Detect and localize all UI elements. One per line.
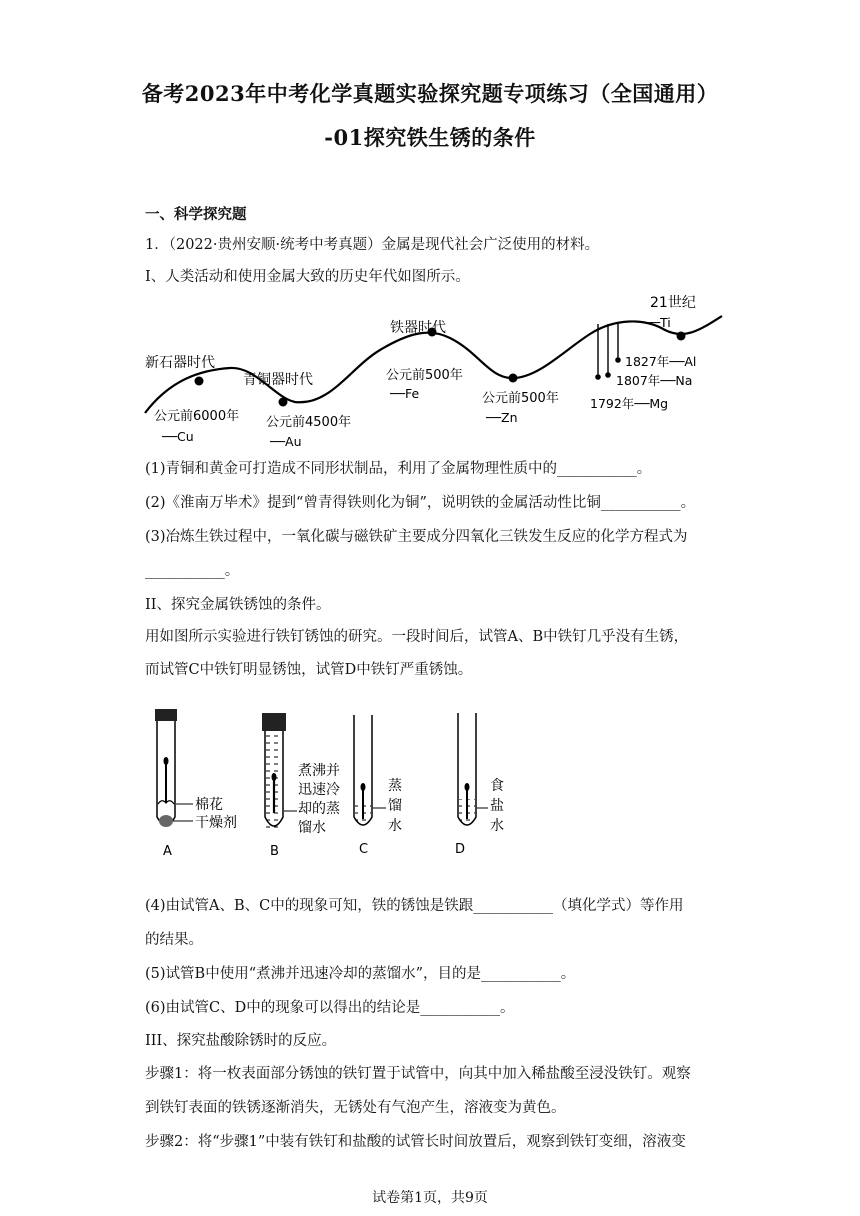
- tube-a: [155, 709, 237, 859]
- label-fe-year: 公元前500年: [386, 368, 463, 383]
- tube-b: [262, 713, 340, 859]
- step-1-line-2: 到铁钉表面的铁锈逐渐消失，无锈处有气泡产生，溶液变为黄色。: [145, 1100, 566, 1116]
- question-6: (6)由试管C、D中的现象可以得出的结论是___________。: [145, 1000, 515, 1016]
- label-21st-century: 21世纪: [650, 295, 696, 311]
- label-zn: ──Zn: [486, 410, 518, 425]
- label-tube-c: C: [359, 842, 369, 857]
- label-tube-d: D: [455, 842, 466, 857]
- test-tubes-figure: [145, 705, 525, 865]
- label-iron: 铁器时代: [390, 320, 446, 336]
- question-3-line-2: ___________。: [145, 563, 240, 579]
- part-2-text-1: 用如图所示实验进行铁钉锈蚀的研究。一段时间后，试管A、B中铁钉几乎没有生锈，: [145, 629, 689, 645]
- label-au: ──Au: [270, 434, 302, 449]
- metal-history-timeline: [140, 288, 725, 450]
- step-2-line-1: 步骤2：将“步骤1”中装有铁钉和盐酸的试管长时间放置后，观察到铁钉变细，溶液变: [145, 1134, 686, 1150]
- part-2-text-2: 而试管C中铁钉明显锈蚀，试管D中铁钉严重锈蚀。: [145, 662, 473, 678]
- label-d-3: 水: [490, 818, 504, 834]
- tube-d: [455, 713, 504, 857]
- part-3-heading: III、探究盐酸除锈时的反应。: [145, 1033, 337, 1049]
- label-al: 1827年──Al: [625, 354, 697, 369]
- question-2: (2)《淮南万毕术》提到“曾青得铁则化为铜”，说明铁的金属活动性比铜___________。: [145, 495, 696, 511]
- label-na: 1807年──Na: [616, 373, 693, 388]
- title-line-1: 备考2023年中考化学真题实验探究题专项练习（全国通用）: [141, 81, 719, 106]
- tube-c: [354, 715, 402, 857]
- label-ti: ──Ti: [645, 315, 671, 330]
- point-bronze: [279, 398, 288, 407]
- label-c-2: 馏: [388, 798, 402, 814]
- question-3-line-1: (3)冶炼生铁过程中，一氧化碳与磁铁矿主要成分四氧化三铁发生反应的化学方程式为: [145, 529, 688, 545]
- label-d-1: 食: [490, 778, 504, 794]
- label-bronze: 青铜器时代: [243, 372, 313, 388]
- point-zn: [509, 374, 518, 383]
- question-4-line-2: 的结果。: [145, 932, 203, 948]
- label-c-3: 水: [388, 818, 402, 834]
- label-neolithic: 新石器时代: [145, 355, 215, 371]
- label-cu: ──Cu: [162, 429, 194, 444]
- point-ti: [677, 332, 686, 341]
- question-1: (1)青铜和黄金可打造成不同形状制品，利用了金属物理性质中的___________。: [145, 461, 652, 477]
- question-4-line-1: (4)由试管A、B、C中的现象可知，铁的锈蚀是铁跟___________（填化学式）等作用: [145, 898, 684, 914]
- step-1-line-1: 步骤1：将一枚表面部分锈蚀的铁钉置于试管中，向其中加入稀盐酸至浸没铁钉。观察: [145, 1066, 691, 1082]
- label-mg: 1792年──Mg: [590, 396, 669, 411]
- label-b-3: 却的蒸: [298, 801, 340, 817]
- label-zn-year: 公元前500年: [482, 391, 559, 406]
- section-heading: 一、科学探究题: [145, 206, 247, 223]
- label-b-4: 馏水: [298, 820, 326, 836]
- label-d-2: 盐: [490, 798, 504, 814]
- label-c-1: 蒸: [388, 778, 402, 794]
- label-fe: ──Fe: [390, 386, 420, 401]
- title-line-2: -01探究铁生锈的条件: [324, 125, 536, 150]
- label-cu-year: 公元前6000年: [154, 409, 240, 424]
- label-b-1: 煮沸并: [298, 763, 340, 779]
- label-cotton: 棉花: [195, 797, 223, 813]
- question-intro: 1．（2022·贵州安顺·统考中考真题）金属是现代社会广泛使用的材料。: [145, 237, 600, 253]
- question-5: (5)试管B中使用“煮沸并迅速冷却的蒸馏水”，目的是___________。: [145, 966, 576, 982]
- label-b-2: 迅速冷: [298, 782, 340, 798]
- point-neolithic: [195, 377, 204, 386]
- page-footer: 试卷第1页，共9页: [372, 1190, 488, 1206]
- part-2-heading: II、探究金属铁锈蚀的条件。: [145, 597, 331, 613]
- label-au-year: 公元前4500年: [266, 415, 352, 430]
- label-tube-b: B: [270, 844, 279, 859]
- label-desiccant: 干燥剂: [195, 815, 237, 831]
- label-tube-a: A: [163, 844, 172, 859]
- part-1-heading: I、人类活动和使用金属大致的历史年代如图所示。: [145, 269, 470, 285]
